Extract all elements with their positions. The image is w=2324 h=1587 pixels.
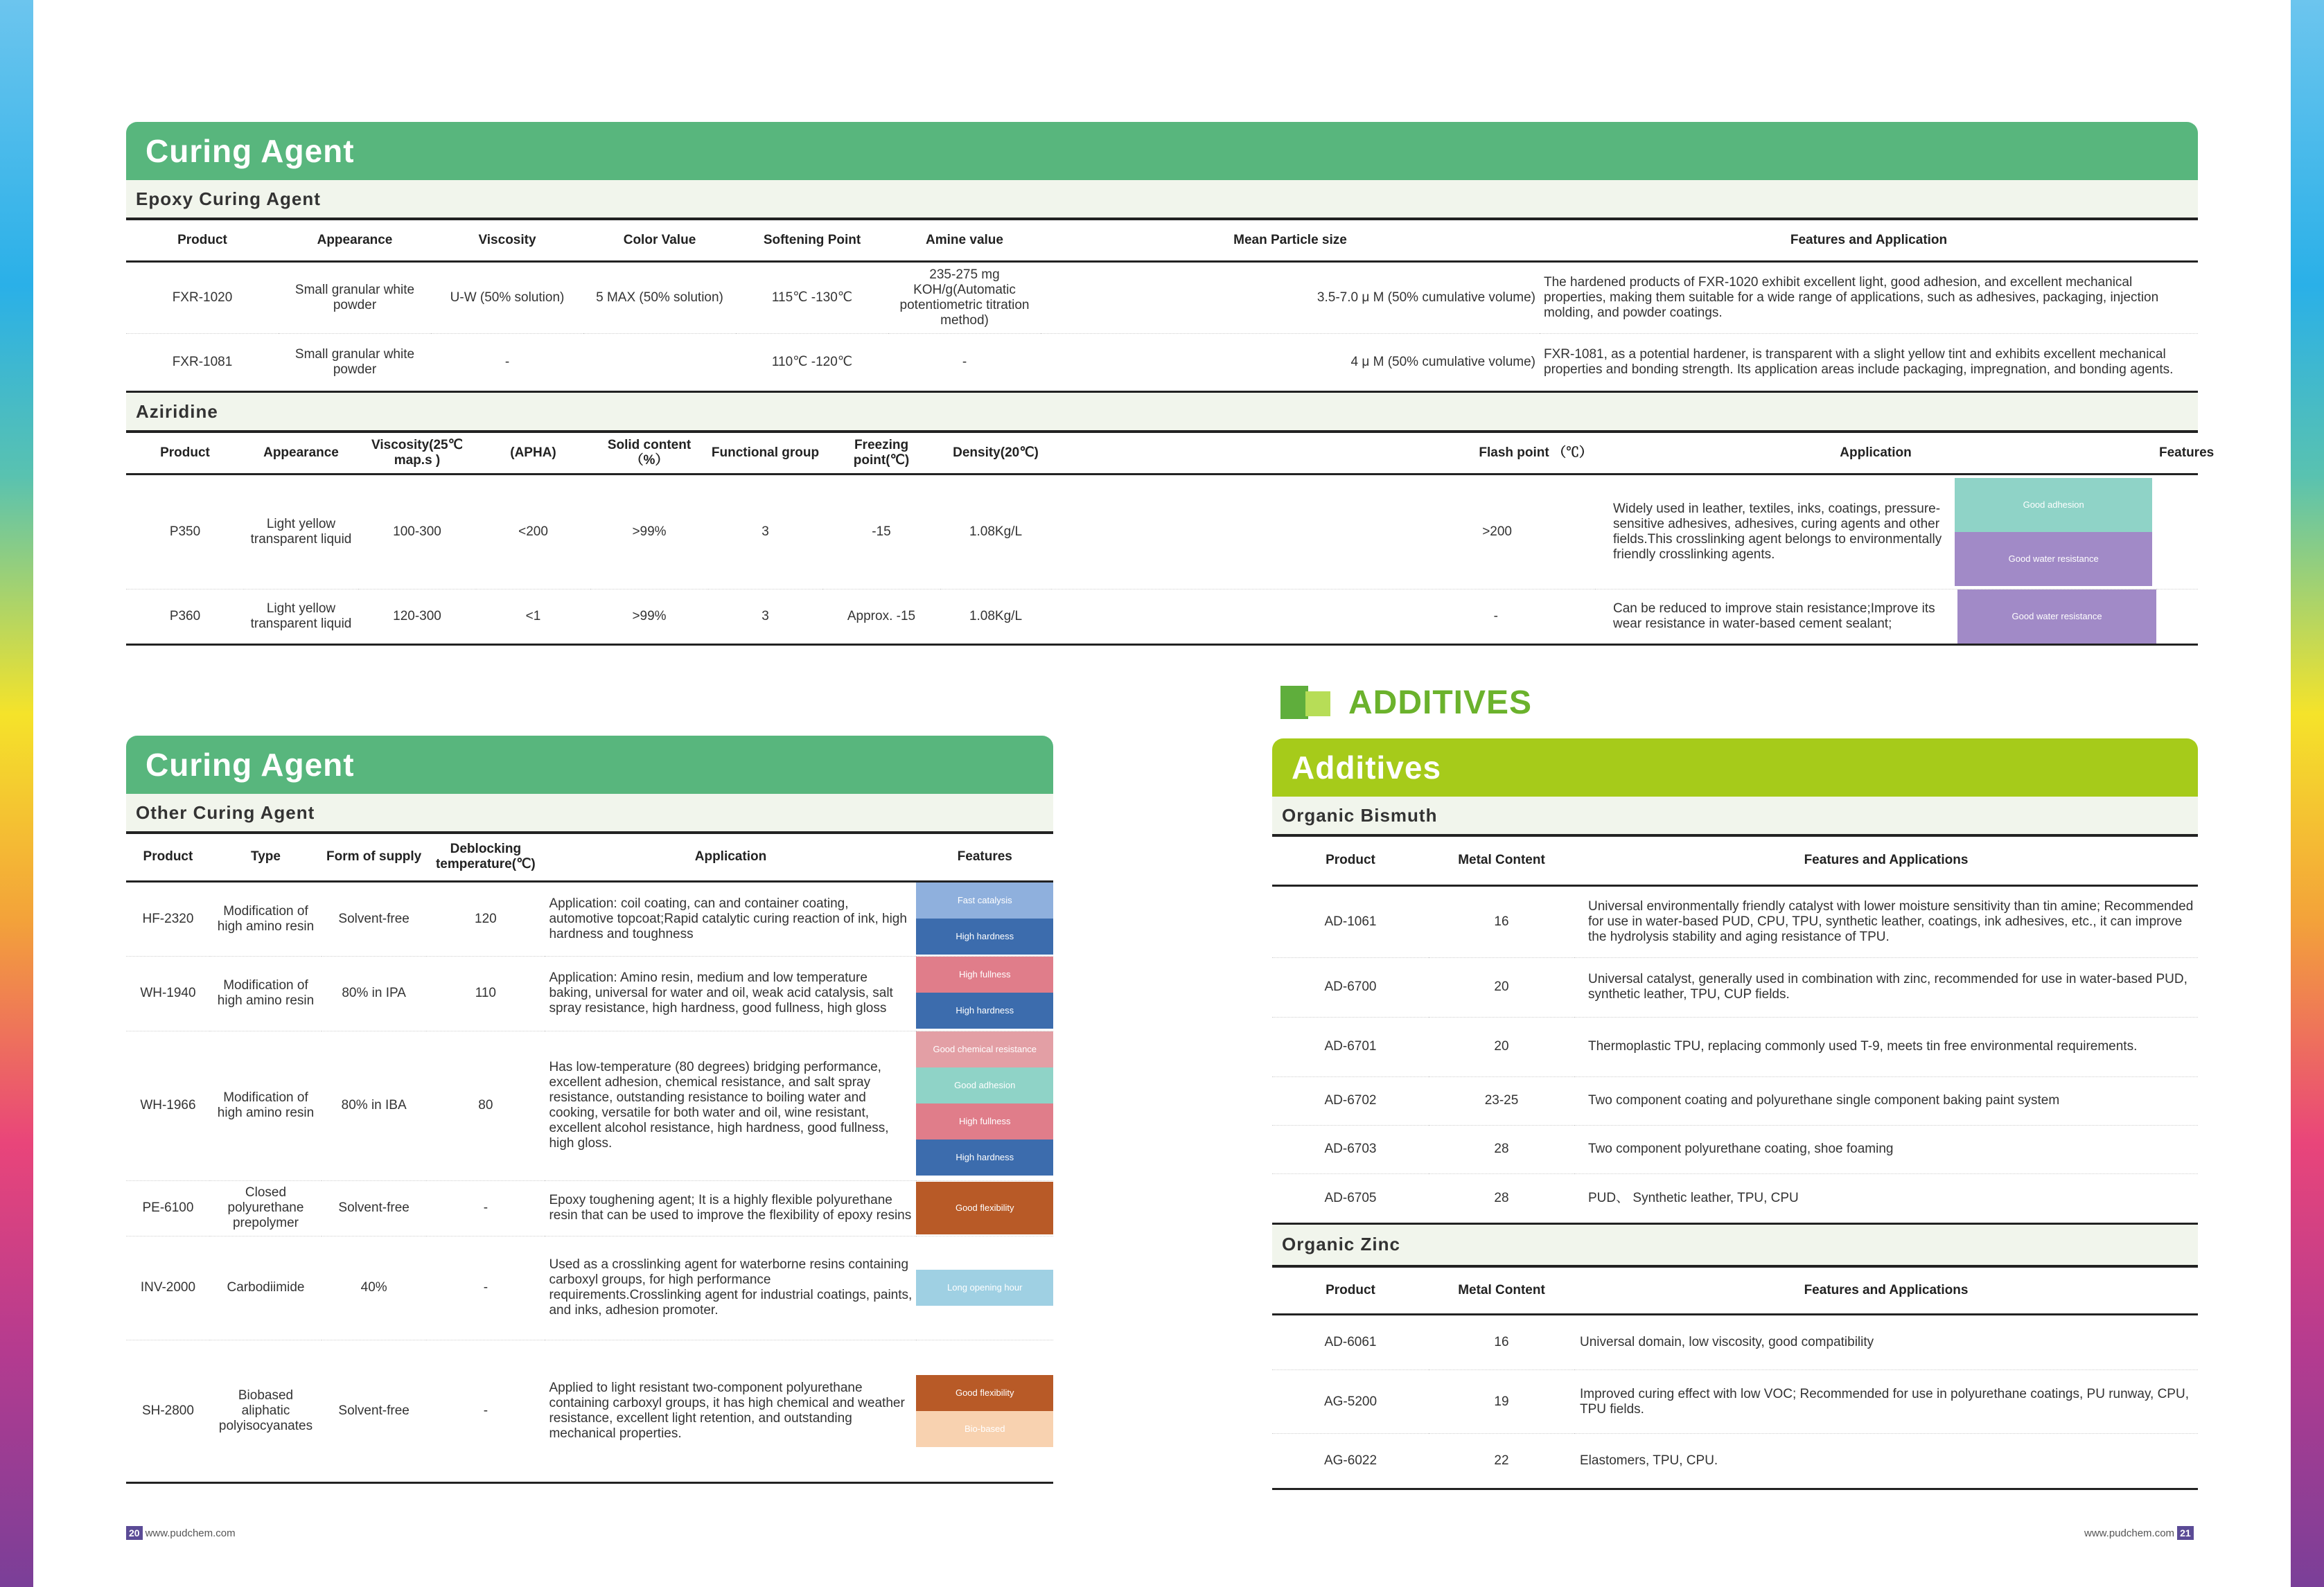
cell (2156, 589, 2198, 645)
cell: Solvent-free (322, 881, 426, 956)
epoxy-table (126, 220, 2198, 393)
cell: 3.5-7.0 μ M (50% cumulative volume) (1041, 262, 1540, 334)
table-row (1272, 1076, 2198, 1125)
cell: >200 (1051, 475, 1595, 589)
cell: AD-6705 (1272, 1173, 1429, 1223)
additives-logo-icon (1280, 683, 1336, 722)
table-header-row (126, 220, 2198, 262)
cell: 80 (426, 1031, 545, 1180)
cell: Modification of high amino resin (210, 956, 322, 1031)
column-header: Features (2156, 433, 2198, 475)
cell: - (431, 334, 583, 392)
subsection-title: Epoxy Curing Agent (126, 180, 2198, 220)
cell: AD-6703 (1272, 1125, 1429, 1173)
cell: 22 (1429, 1434, 1574, 1489)
table-row (1272, 957, 2198, 1017)
cell: PE-6100 (126, 1180, 210, 1236)
cell: 1.08Kg/L (940, 475, 1051, 589)
cell: - (426, 1340, 545, 1482)
cell: AD-6061 (1272, 1315, 1429, 1370)
cell: Carbodiimide (210, 1236, 322, 1340)
cell: INV-2000 (126, 1236, 210, 1340)
column-header: Flash point （℃） (1051, 433, 1595, 475)
column-header: Application (1595, 433, 2156, 475)
cell: Modification of high amino resin (210, 881, 322, 956)
table-row (126, 1031, 1053, 1180)
subsection-title: Aziridine (126, 393, 2198, 433)
column-header: Density(20℃) (940, 433, 1051, 475)
cell: 5 MAX (50% solution) (583, 262, 736, 334)
cell: - (426, 1236, 545, 1340)
cell: Universal environmentally friendly catalyst with lower moisture sensitivity than tin amine; Recommended for use in water-based PUD, CPU, TPU, synthetic leather, coatings, ink adhesives, etc., it can improve the hydrolysis stability and aging resistance of TPU. (1574, 885, 2198, 957)
cell: Thermoplastic TPU, replacing commonly used T-9, meets tin free environmental requirements. (1574, 1017, 2198, 1076)
table-row (126, 956, 1053, 1031)
cell: -15 (822, 475, 940, 589)
column-header: Deblocking temperature(℃) (426, 834, 545, 881)
column-header: Metal Content (1429, 1268, 1574, 1315)
table-row (126, 1340, 1053, 1482)
column-header: Product (126, 834, 210, 881)
table-header-row (1272, 1268, 2198, 1315)
column-header: Viscosity (431, 220, 583, 262)
cell: Used as a crosslinking agent for waterborne resins containing carboxyl groups, for high performance requirements.Crosslinking agent for industrial coatings, paints, and inks, adhesion promoter. (545, 1236, 916, 1340)
table-row (126, 475, 2198, 589)
cell: 110 (426, 956, 545, 1031)
cell: AD-1061 (1272, 885, 1429, 957)
column-header: Features and Application (1540, 220, 2198, 262)
color-gradient-edge-right (2291, 0, 2324, 1587)
column-header: Mean Particle size (1041, 220, 1540, 262)
column-header: Product (1272, 837, 1429, 885)
cell: AD-6700 (1272, 957, 1429, 1017)
cell: >99% (590, 475, 708, 589)
feature-tag: High fullness (916, 957, 1053, 993)
cell: 80% in IPA (322, 956, 426, 1031)
page-number: 21 (2177, 1526, 2194, 1540)
application-text: Widely used in leather, textiles, inks, coatings, pressure-sensitive adhesives, adhesives, curing agents and other fields.This crosslinking agent belongs to environmentally friendly crosslinking agents. (1613, 502, 1942, 562)
feature-tag: Good adhesion (916, 1067, 1053, 1103)
other-curing-panel (126, 736, 1053, 1484)
cell: - (426, 1180, 545, 1236)
column-header: Form of supply (322, 834, 426, 881)
cell: 80% in IBA (322, 1031, 426, 1180)
cell: P350 (126, 475, 244, 589)
column-header: (APHA) (476, 433, 590, 475)
table-row (126, 1236, 1053, 1340)
cell: Application: coil coating, can and container coating, automotive topcoat;Rapid catalytic curing reaction of ink, high hardness and toughness (545, 881, 916, 956)
cell: <1 (476, 589, 590, 645)
column-header: Application (545, 834, 916, 881)
section-header: Curing Agent (126, 122, 2198, 180)
cell: 120-300 (358, 589, 476, 645)
column-header: Product (1272, 1268, 1429, 1315)
cell: Approx. -15 (822, 589, 940, 645)
column-header: Amine value (888, 220, 1041, 262)
feature-tag: High hardness (916, 993, 1053, 1029)
cell: 28 (1429, 1125, 1574, 1173)
aziridine-table (126, 433, 2215, 646)
additives-title-text: ADDITIVES (1348, 684, 1533, 721)
organic-zinc-table (1272, 1268, 2198, 1491)
cell: Small granular white powder (279, 262, 431, 334)
cell (583, 334, 736, 392)
cell: Improved curing effect with low VOC; Recommended for use in polyurethane coatings, PU runway, CPU, TPU fields. (1574, 1370, 2198, 1434)
table-header-row (1272, 837, 2198, 885)
cell: Two component polyurethane coating, shoe foaming (1574, 1125, 2198, 1173)
feature-tags (916, 1236, 1053, 1340)
cell: Universal domain, low viscosity, good compatibility (1574, 1315, 2198, 1370)
feature-tag: Good water resistance (1957, 589, 2156, 644)
cell: 19 (1429, 1370, 1574, 1434)
cell: 20 (1429, 1017, 1574, 1076)
cell: AG-6022 (1272, 1434, 1429, 1489)
table-row (1272, 1434, 2198, 1489)
cell: P360 (126, 589, 244, 645)
table-row (1272, 885, 2198, 957)
feature-tag: Good flexibility (916, 1182, 1053, 1234)
cell (2156, 475, 2198, 589)
cell: Solvent-free (322, 1340, 426, 1482)
feature-tag: Good water resistance (1955, 532, 2152, 586)
footer-url-link[interactable]: www.pudchem.com (2084, 1527, 2175, 1539)
cell: WH-1966 (126, 1031, 210, 1180)
cell: Small granular white powder (279, 334, 431, 392)
feature-tags (916, 1340, 1053, 1482)
additives-title (1280, 683, 1532, 722)
feature-tags (916, 1031, 1053, 1180)
table-header-row (126, 834, 1053, 881)
cell: Light yellow transparent liquid (244, 589, 358, 645)
cell: Two component coating and polyurethane single component baking paint system (1574, 1076, 2198, 1125)
cell: 115℃ -130℃ (736, 262, 888, 334)
cell: >99% (590, 589, 708, 645)
subsection-title: Organic Bismuth (1272, 797, 2198, 837)
footer-right (2084, 1526, 2194, 1540)
organic-bismuth-table (1272, 837, 2198, 1225)
cell (1595, 475, 2156, 589)
other-curing-table (126, 834, 1053, 1484)
table-row (126, 334, 2198, 392)
cell: Modification of high amino resin (210, 1031, 322, 1180)
cell: AG-5200 (1272, 1370, 1429, 1434)
cell: 235-275 mg KOH/g(Automatic potentiometric titration method) (888, 262, 1041, 334)
cell: Solvent-free (322, 1180, 426, 1236)
additives-panel (1272, 738, 2198, 1490)
cell: 110℃ -120℃ (736, 334, 888, 392)
cell: Applied to light resistant two-component polyurethane containing carboxyl groups, it has high chemical and weather resistance, excellent light retention, and outstanding mechanical properties. (545, 1340, 916, 1482)
feature-tags (1957, 589, 2156, 644)
feature-tag: Good adhesion (1955, 478, 2152, 532)
cell: - (1051, 589, 1595, 645)
column-header: Freezing point(℃) (822, 433, 940, 475)
feature-tag: Bio-based (916, 1411, 1053, 1447)
cell: Application: Amino resin, medium and low temperature baking, universal for water and oil, weak acid catalysis, salt spray resistance, high hardness, good fullness, high gloss (545, 956, 916, 1031)
column-header: Appearance (244, 433, 358, 475)
column-header: Appearance (279, 220, 431, 262)
cell: 16 (1429, 1315, 1574, 1370)
table-row (1272, 1017, 2198, 1076)
cell: 20 (1429, 957, 1574, 1017)
cell: 100-300 (358, 475, 476, 589)
epoxy-curing-panel (126, 122, 2215, 646)
feature-tag: High hardness (916, 919, 1053, 955)
cell: 120 (426, 881, 545, 956)
table-row (126, 1180, 1053, 1236)
cell: 16 (1429, 885, 1574, 957)
cell: FXR-1020 (126, 262, 279, 334)
footer-url-link[interactable]: www.pudchem.com (145, 1527, 236, 1539)
cell: AD-6701 (1272, 1017, 1429, 1076)
cell: Epoxy toughening agent; It is a highly flexible polyurethane resin that can be used to improve the flexibility of epoxy resins (545, 1180, 916, 1236)
cell: Elastomers, TPU, CPU. (1574, 1434, 2198, 1489)
feature-tag: High hardness (916, 1140, 1053, 1176)
cell: 23-25 (1429, 1076, 1574, 1125)
cell: AD-6702 (1272, 1076, 1429, 1125)
column-header: Metal Content (1429, 837, 1574, 885)
column-header: Product (126, 220, 279, 262)
cell: PUD、 Synthetic leather, TPU, CPU (1574, 1173, 2198, 1223)
column-header: Functional group (708, 433, 822, 475)
feature-tags (916, 956, 1053, 1031)
subsection-title: Other Curing Agent (126, 794, 1053, 834)
table-row (126, 589, 2198, 645)
feature-tags (916, 1180, 1053, 1236)
feature-tag: Long opening hour (916, 1270, 1053, 1306)
footer-left (126, 1526, 236, 1540)
feature-tags (916, 881, 1053, 956)
cell: Has low-temperature (80 degrees) bridging performance, excellent adhesion, chemical resistance, and salt spray resistance, outstanding resistance to boiling water and cooking, versatile for both water and oil, wine resistant, excellent alcohol resistance, high hardness, good fullness, high gloss. (545, 1031, 916, 1180)
table-row (1272, 1315, 2198, 1370)
feature-tag: Fast catalysis (916, 883, 1053, 919)
cell: 1.08Kg/L (940, 589, 1051, 645)
table-row (1272, 1173, 2198, 1223)
cell: Universal catalyst, generally used in combination with zinc, recommended for use in water-based PUD, synthetic leather, TPU, CUP fields. (1574, 957, 2198, 1017)
cell (1595, 589, 2156, 645)
column-header: Type (210, 834, 322, 881)
cell: The hardened products of FXR-1020 exhibit excellent light, good adhesion, and excellent mechanical properties, making them suitable for a wide range of applications, such as adhesives, packaging, injection molding, and powder coatings. (1540, 262, 2198, 334)
page-number: 20 (126, 1526, 143, 1540)
table-row (1272, 1370, 2198, 1434)
column-header: Product (126, 433, 244, 475)
cell: Biobased aliphatic polyisocyanates (210, 1340, 322, 1482)
cell: Closed polyurethane prepolymer (210, 1180, 322, 1236)
feature-tags (1955, 478, 2152, 586)
feature-tag: Good flexibility (916, 1375, 1053, 1411)
application-text: Can be reduced to improve stain resistance;Improve its wear resistance in water-based cement sealant; (1613, 601, 1935, 631)
cell: FXR-1081, as a potential hardener, is transparent with a slight yellow tint and exhibits excellent mechanical properties and bonding strength. Its application areas include packaging, impregnation, and bonding agents. (1540, 334, 2198, 392)
cell: Light yellow transparent liquid (244, 475, 358, 589)
table-header-row (126, 433, 2198, 475)
feature-tag: Good chemical resistance (916, 1031, 1053, 1067)
column-header: Viscosity(25℃ map.s ) (358, 433, 476, 475)
cell: 4 μ M (50% cumulative volume) (1041, 334, 1540, 392)
cell: HF-2320 (126, 881, 210, 956)
section-header: Curing Agent (126, 736, 1053, 794)
feature-tag: High fullness (916, 1103, 1053, 1140)
column-header: Features and Applications (1574, 1268, 2198, 1315)
table-row (126, 262, 2198, 334)
column-header: Color Value (583, 220, 736, 262)
column-header: Solid content（%） (590, 433, 708, 475)
section-header: Additives (1272, 738, 2198, 797)
subsection-title: Organic Zinc (1272, 1225, 2198, 1268)
cell: 40% (322, 1236, 426, 1340)
column-header: Features and Applications (1574, 837, 2198, 885)
column-header: Softening Point (736, 220, 888, 262)
cell: U-W (50% solution) (431, 262, 583, 334)
cell: WH-1940 (126, 956, 210, 1031)
color-gradient-edge-left (0, 0, 33, 1587)
table-row (126, 881, 1053, 956)
cell: FXR-1081 (126, 334, 279, 392)
cell: <200 (476, 475, 590, 589)
column-header: Features (916, 834, 1053, 881)
cell: 3 (708, 475, 822, 589)
cell: - (888, 334, 1041, 392)
cell: 3 (708, 589, 822, 645)
cell: SH-2800 (126, 1340, 210, 1482)
table-row (1272, 1125, 2198, 1173)
cell: 28 (1429, 1173, 1574, 1223)
